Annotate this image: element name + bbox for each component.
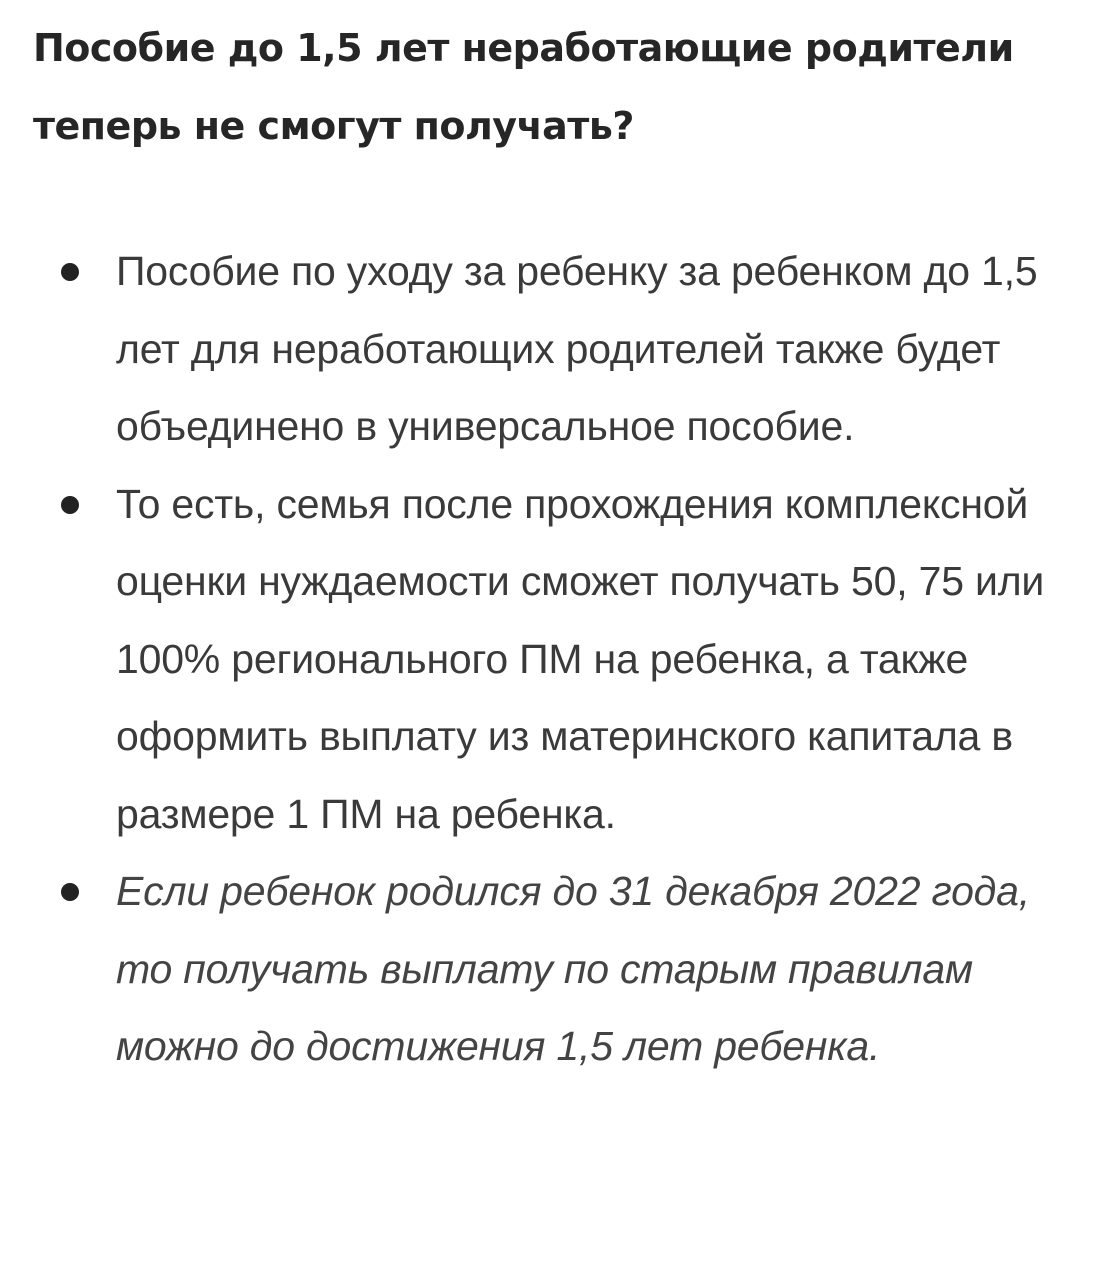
list-item [33, 233, 1073, 466]
article [33, 0, 1073, 1069]
list-item-text: Если ребенок родился до 31 декабря 2022 года, то получать выплату по старым правилам можно до достижения 1,5 лет ребенка. [116, 868, 1030, 1069]
bullet-icon [61, 496, 79, 514]
article-heading: Пособие до 1,5 лет неработающие родители теперь не смогут получать? [33, 26, 1014, 148]
bullet-icon [61, 883, 79, 901]
list-item-text: Пособие по уходу за ребенку за ребенком до 1,5 лет для неработающих родителей также будет объединено в универсальное пособие. [116, 248, 1038, 449]
list-item-text: То есть, семья после прохождения комплексной оценки нуждаемости сможет получать 50, 75 или 100% регионального ПМ на ребенка, а также оформить выплату из материнского капитала в размере 1 ПМ на ребенка. [116, 480, 1045, 837]
list-item [33, 853, 1073, 1086]
bullet-list [33, 233, 1073, 1086]
bullet-icon [61, 263, 79, 281]
list-item [33, 466, 1073, 854]
